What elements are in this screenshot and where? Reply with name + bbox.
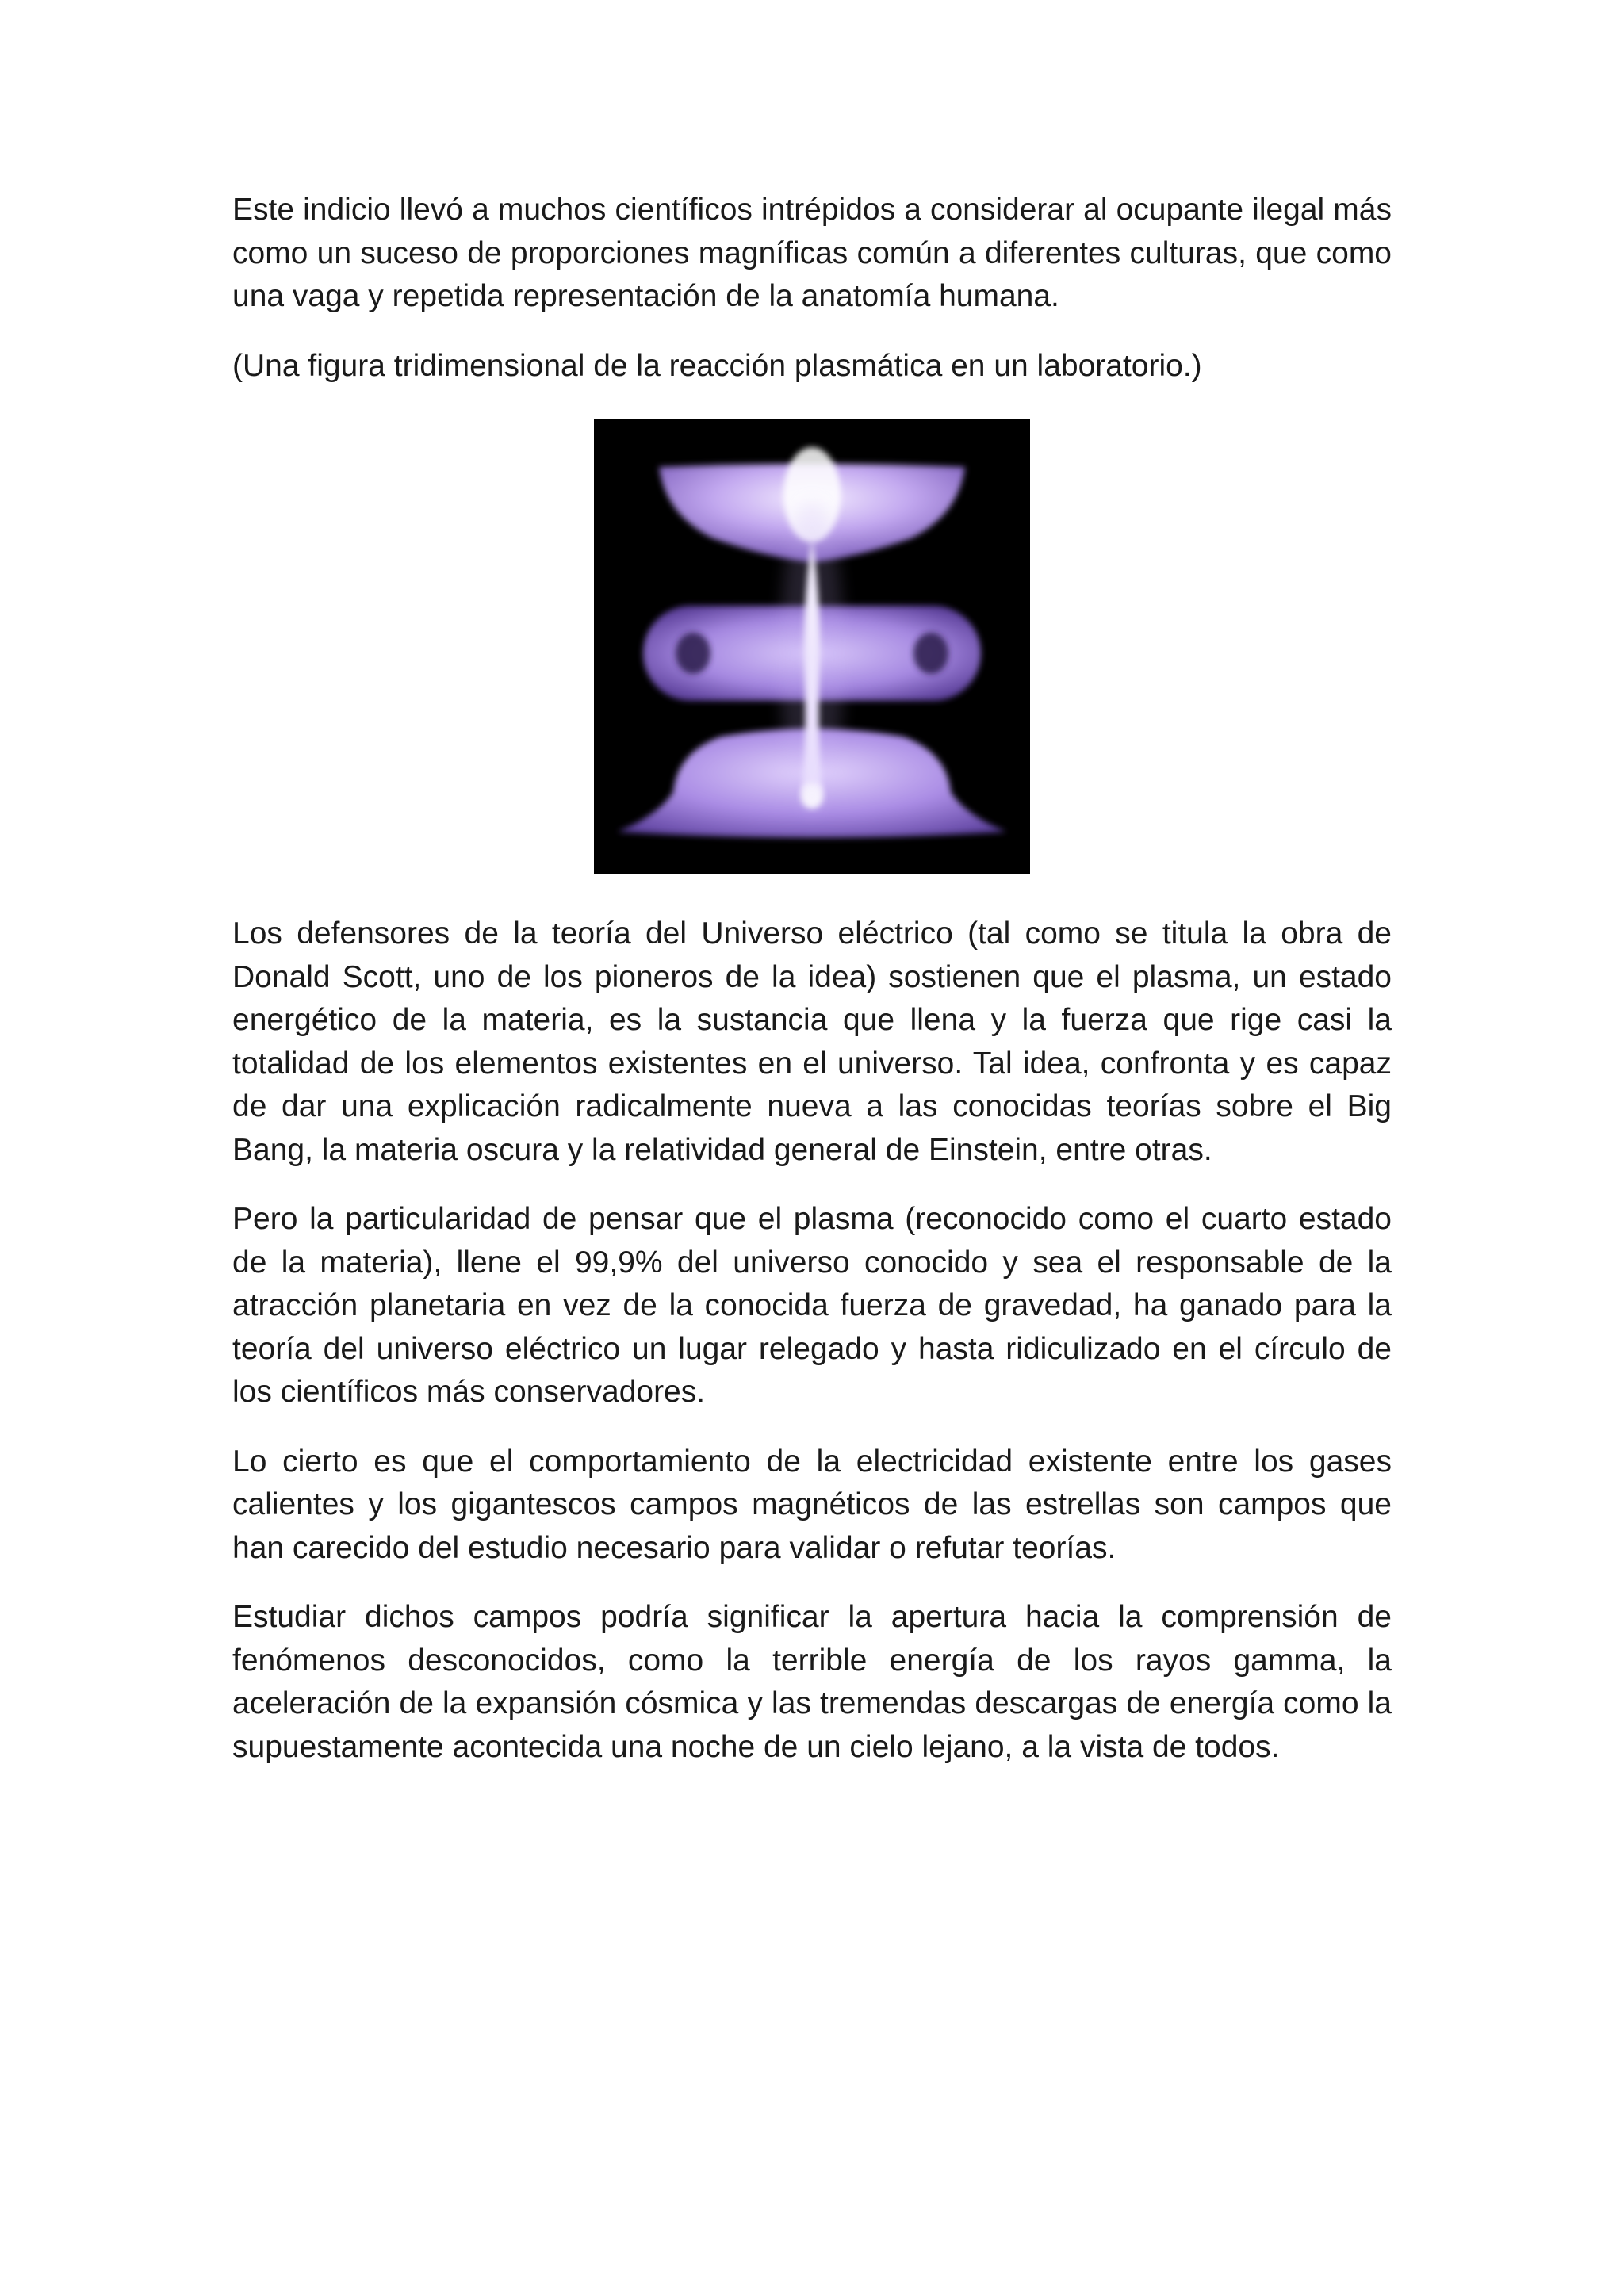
document-page [232,189,1392,1795]
figure-container [232,419,1392,874]
plasma-figure-image [594,419,1030,874]
paragraph-4: Lo cierto es que el comportamiento de la electricidad existente entre los gases calientes y los gigantescos campos magnéticos de las estrellas son campos que han carecido del estudio necesario para validar o refutar teorías. [232,1444,1392,1565]
figure-caption: (Una figura tridimensional de la reacción plasmática en un laboratorio.) [232,348,1202,383]
paragraph-3: Pero la particularidad de pensar que el plasma (reconocido como el cuarto estado de la materia), llene el 99,9% del universo conocido y sea el responsable de la atracción planetaria en vez de la conocida fuerza de gravedad, ha ganado para la teoría del universo eléctrico un lugar relegado y hasta ridiculizado en el círculo de los científicos más conservadores. [232,1202,1392,1409]
paragraph-5: Estudiar dichos campos podría significar la apertura hacia la comprensión de fenómenos desconocidos, como la terrible energía de los rayos gamma, la aceleración de la expansión cósmica y las tremendas descargas de energía como la supuestamente acontecida una noche de un cielo lejano, a la vista de todos. [232,1600,1392,1764]
paragraph-2: Los defensores de la teoría del Universo eléctrico (tal como se titula la obra de Donald Scott, uno de los pioneros de la idea) sostienen que el plasma, un estado energético de la materia, es la sustancia que llena y la fuerza que rige casi la totalidad de los elementos existentes en el universo. Tal idea, confronta y es capaz de dar una explicación radicalmente nueva a las conocidas teorías sobre el Big Bang, la materia oscura y la relatividad general de Einstein, entre otras. [232,916,1392,1167]
paragraph-1: Este indicio llevó a muchos científicos intrépidos a considerar al ocupante ilegal más como un suceso de proporciones magníficas común a diferentes culturas, que como una vaga y repetida representación de la anatomía humana. [232,193,1392,313]
